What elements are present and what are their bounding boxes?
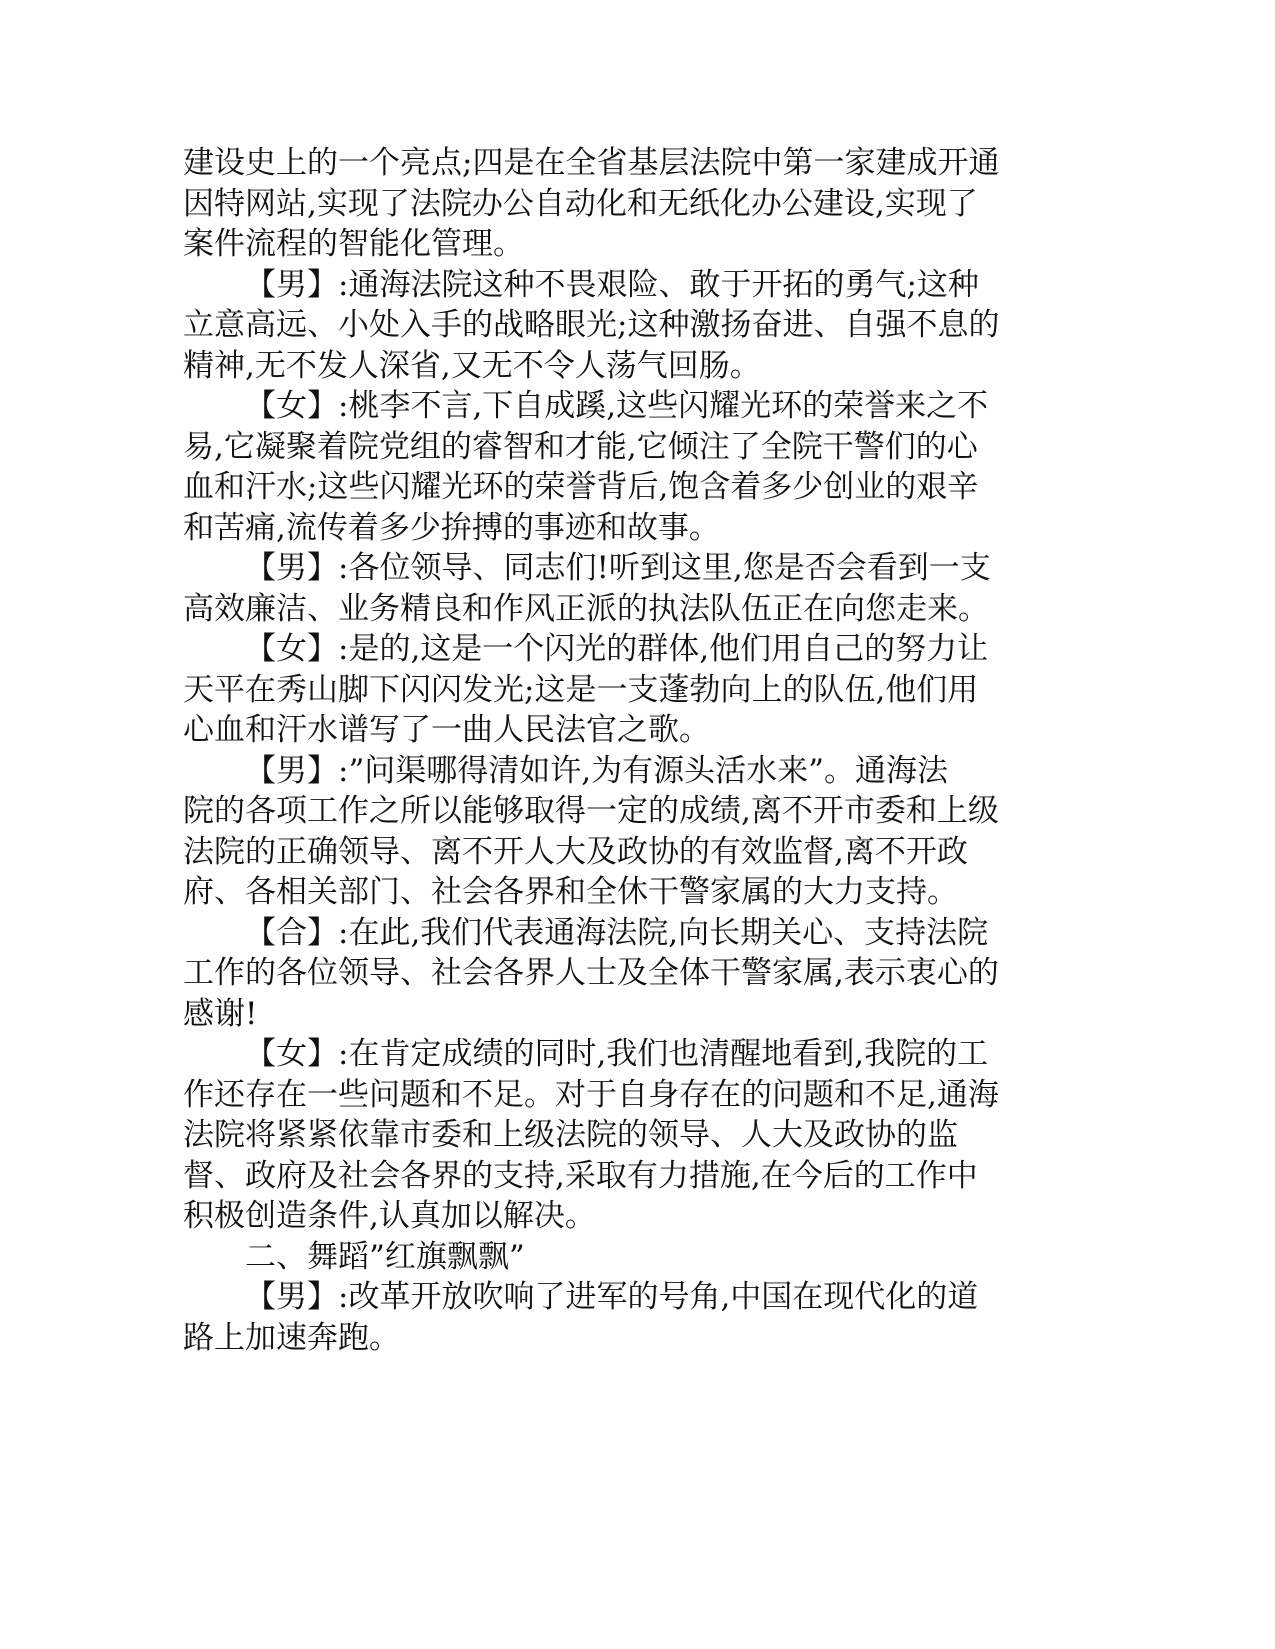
text-line: 立意高远、小处入手的战略眼光;这种激扬奋进、自强不息的 — [183, 307, 1000, 343]
text-line: 心血和汗水谱写了一曲人民法官之歌。 — [183, 712, 710, 748]
text-line: 因特网站,实现了法院办公自动化和无纸化办公建设,实现了 — [183, 185, 978, 222]
text-line: 作还存在一些问题和不足。对于自身存在的问题和不足,通海 — [183, 1076, 999, 1113]
text-line: 和苦痛,流传着多少拚搏的事迹和故事。 — [183, 509, 720, 546]
text-line: 【男】:改革开放吹响了进军的号角,中国在现代化的道 — [245, 1279, 979, 1315]
text-line: 精神,无不发人深省,又无不令人荡气回肠。 — [183, 347, 761, 384]
text-line: 二、舞蹈”红旗飘飘” — [245, 1238, 525, 1275]
text-line: 【男】:各位领导、同志们!听到这里,您是否会看到一支 — [245, 550, 991, 586]
text-line: 【男】:”问渠哪得清如许,为有源头活水来”。通海法 — [245, 752, 948, 789]
text-line: 案件流程的智能化管理。 — [183, 226, 524, 262]
document-body — [183, 143, 1033, 1358]
text-line: 法院的正确领导、离不开人大及政协的有效监督,离不开政 — [183, 833, 968, 870]
text-line: 工作的各位领导、社会各界人士及全体干警家属,表示衷心的 — [183, 955, 999, 991]
text-line: 【合】:在此,我们代表通海法院,向长期关心、支持法院 — [245, 914, 989, 951]
text-line: 路上加速奔跑。 — [183, 1319, 400, 1356]
text-line: 法院将紧紧依靠市委和上级法院的领导、人大及政协的监 — [183, 1117, 958, 1153]
text-line: 【女】:桃李不言,下自成蹊,这些闪耀光环的荣誉来之不 — [245, 388, 989, 424]
text-line: 【女】:在肯定成绩的同时,我们也清醒地看到,我院的工 — [245, 1036, 989, 1072]
text-line: 易,它凝聚着院党组的睿智和才能,它倾注了全院干警们的心 — [183, 428, 978, 465]
text-line: 【女】:是的,这是一个闪光的群体,他们用自己的努力让 — [245, 631, 989, 667]
text-line: 【男】:通海法院这种不畏艰险、敢于开拓的勇气;这种 — [245, 266, 979, 303]
text-line: 高效廉洁、业务精良和作风正派的执法队伍正在向您走来。 — [183, 590, 989, 627]
text-line: 积极创造条件,认真加以解决。 — [183, 1198, 596, 1234]
text-line: 建设史上的一个亮点;四是在全省基层法院中第一家建成开通 — [183, 145, 1000, 181]
text-line: 督、政府及社会各界的支持,采取有力措施,在今后的工作中 — [183, 1157, 978, 1194]
text-line: 天平在秀山脚下闪闪发光;这是一支蓬勃向上的队伍,他们用 — [183, 671, 979, 708]
text-line: 院的各项工作之所以能够取得一定的成绩,离不开市委和上级 — [183, 793, 999, 829]
text-line: 府、各相关部门、社会各界和全休干警家属的大力支持。 — [183, 874, 958, 910]
text-line: 血和汗水;这些闪耀光环的荣誉背后,饱含着多少创业的艰辛 — [183, 469, 979, 505]
text-line: 感谢! — [183, 995, 258, 1032]
